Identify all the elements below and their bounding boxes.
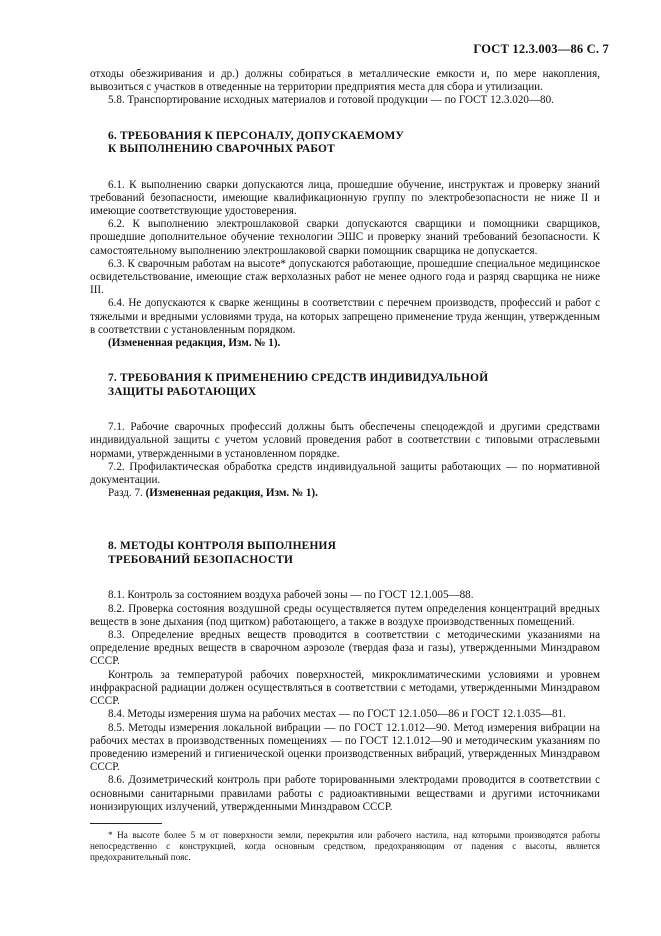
amendment-note-6: (Измененная редакция, Изм. № 1).: [108, 337, 281, 350]
paragraph-8-3: 8.3. Определение вредных веществ проводится в соответствии с методическими указаниями на определение вредных веществ в сварочном аэрозоле (твердая фаза и газы), утвержденными Минздравом СССР.: [90, 629, 600, 668]
paragraph-carry: отходы обезжиривания и др.) должны собираться в металлические емкости и, по мере накопления, вывозиться с участков в отведенные на территории предприятия места для сбора и утилизации.: [90, 68, 600, 94]
section-6-heading-line2: К ВЫПОЛНЕНИЮ СВАРОЧНЫХ РАБОТ: [108, 143, 335, 156]
paragraph-6-1: 6.1. К выполнению сварки допускаются лица, прошедшие обучение, инструктаж и проверку знаний требований безопасности, имеющие квалификационную группу по электробезопасности не ниже II и имеющие соответствующие удостоверения.: [90, 178, 600, 218]
paragraph-8-6: 8.6. Дозиметрический контроль при работе торированными электродами проводится в соответствии с основными санитарными правилами работы с радиоактивными веществами и другими источниками ионизирующих излучений, утвержденными Минздравом СССР.: [90, 774, 600, 813]
section-8-heading-line2: ТРЕБОВАНИЙ БЕЗОПАСНОСТИ: [108, 553, 294, 566]
amendment-prefix: Разд. 7.: [108, 487, 143, 500]
paragraph-7-2: 7.2. Профилактическая обработка средств индивидуальной защиты работающих — по нормативной документации.: [90, 460, 600, 487]
paragraph-8-1: 8.1. Контроль за состоянием воздуха рабочей зоны — по ГОСТ 12.1.005—88.: [108, 589, 474, 602]
paragraph-8-4: 8.4. Методы измерения шума на рабочих местах — по ГОСТ 12.1.050—86 и ГОСТ 12.1.035—81.: [108, 708, 566, 721]
paragraph-8-2: 8.2. Проверка состояния воздушной среды осуществляется путем определения концентраций вредных веществ в зоне дыхания (под щитком) работающего, а также в воздухе производственных помещений.: [90, 602, 600, 628]
paragraph-8-3-continued: Контроль за температурой рабочих поверхностей, микроклиматическими условиями и уровнем инфракрасной радиации должен осуществляться в соответствии с методами, утвержденными Минздравом СССР.: [90, 668, 600, 708]
section-6-heading: [90, 130, 600, 157]
document-body: [90, 68, 600, 863]
paragraph-7-1: 7.1. Рабочие сварочных профессий должны быть обеспечены спецодеждой и другими средствами индивидуальной защиты с учетом условий проведения работ в соответствии с типовыми отраслевыми нормами, утвержденными в установленном порядке.: [90, 421, 600, 460]
footnote: * На высоте более 5 м от поверхности земли, перекрытия или рабочего настила, над которыми производятся работы непосредственно с конструкцией, когда основным средством, предохраняющим от падения с высоты, является предохранительный пояс.: [90, 829, 600, 862]
section-8-heading-line1: 8. МЕТОДЫ КОНТРОЛЯ ВЫПОЛНЕНИЯ: [108, 540, 337, 553]
page-header: ГОСТ 12.3.003—86 С. 7: [473, 42, 609, 56]
paragraph-6-4: 6.4. Не допускаются к сварке женщины в соответствии с перечнем производств, профессий и работ с тяжелыми и вредными условиями труда, на которых запрещено применение труда женщин, утвержденным в соответствии с установленным порядком.: [90, 297, 600, 336]
paragraph-8-5: 8.5. Методы измерения локальной вибрации — по ГОСТ 12.1.012—90. Метод измерения вибрации на рабочих местах в производственных помещениях — по ГОСТ 12.1.012—90 и методическим указаниям по проведению измерений и гигиенической оценки производственных вибраций, утвержденных Минздравом СССР.: [90, 721, 600, 774]
amendment-note-7: [90, 487, 600, 500]
section-8-heading: [90, 540, 600, 567]
amendment-text: (Измененная редакция, Изм. № 1).: [145, 487, 318, 500]
section-6-heading-line1: 6. ТРЕБОВАНИЯ К ПЕРСОНАЛУ, ДОПУСКАЕМОМУ: [108, 129, 405, 142]
section-7-heading: [90, 372, 600, 399]
section-7-heading-line2: ЗАЩИТЫ РАБОТАЮЩИХ: [108, 385, 257, 398]
section-7-heading-line1: 7. ТРЕБОВАНИЯ К ПРИМЕНЕНИЮ СРЕДСТВ ИНДИВИДУАЛЬНОЙ: [108, 372, 489, 385]
paragraph-5-8: 5.8. Транспортирование исходных материалов и готовой продукции — по ГОСТ 12.3.020—80.: [108, 94, 554, 107]
paragraph-6-3: 6.3. К сварочным работам на высоте* допускаются работающие, прошедшие специальное медицинское освидетельствование, имеющие стаж верхолазных работ не менее одного года и разряд сварщика не ниже III.: [90, 257, 600, 297]
paragraph-6-2: 6.2. К выполнению электрошлаковой сварки допускаются сварщики и помощники сварщиков, прошедшие дополнительное обучение технологии ЭШС и проверку знаний требований безопасности. К самостоятельному выполнению электрошлаковой сварки помощник сварщика не допускается.: [90, 218, 600, 257]
footnote-divider: [90, 823, 162, 824]
